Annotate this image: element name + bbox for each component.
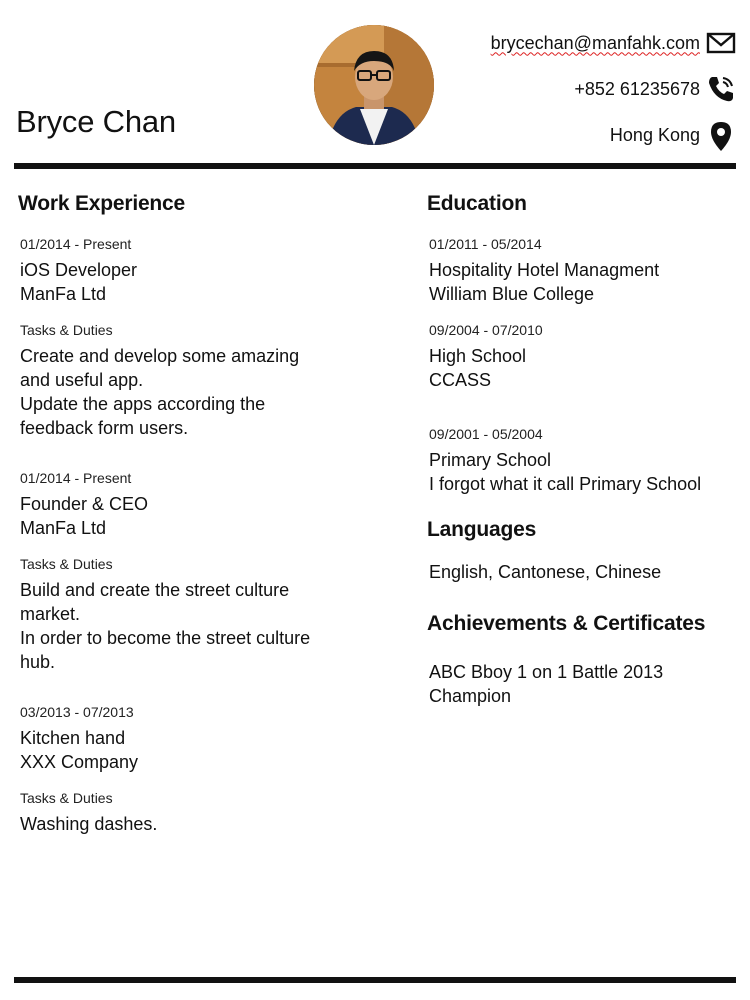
email-text[interactable]: brycechan@manfahk.com	[490, 32, 700, 53]
duty-line: feedback form users.	[20, 418, 189, 438]
duty-line: hub.	[20, 652, 56, 672]
duty-line: Update the apps according the	[20, 394, 266, 414]
duty-line: Washing dashes.	[20, 814, 158, 834]
job-company: ManFa Ltd	[20, 284, 107, 304]
right-column	[427, 192, 747, 708]
contact-phone[interactable]	[574, 74, 736, 104]
job-dates: 01/2014 - Present	[20, 470, 132, 486]
job-entry	[18, 236, 388, 440]
job-entry	[18, 704, 388, 836]
duty-line: Create and develop some amazing	[20, 346, 300, 366]
map-pin-icon	[706, 120, 736, 150]
footer-divider	[14, 977, 736, 983]
contact-email[interactable]	[491, 28, 736, 58]
duty-line: Build and create the street culture	[20, 580, 290, 600]
education-dates: 01/2011 - 05/2014	[429, 236, 542, 252]
duty-line: and useful app.	[20, 370, 144, 390]
languages-heading: Languages	[427, 518, 537, 541]
education-entry	[427, 322, 747, 392]
resume-name: Bryce Chan	[16, 104, 176, 139]
phone-text[interactable]: +852 61235678	[574, 78, 700, 99]
job-title: iOS Developer	[20, 260, 138, 280]
profile-photo	[314, 25, 434, 145]
job-dates: 01/2014 - Present	[20, 236, 132, 252]
education-dates: 09/2004 - 07/2010	[429, 322, 543, 338]
achievements-heading: Achievements & Certificates	[427, 612, 706, 635]
tasks-label: Tasks & Duties	[20, 790, 113, 806]
job-company: ManFa Ltd	[20, 518, 107, 538]
education-school: I forgot what it call Primary School	[429, 474, 702, 494]
education-dates: 09/2001 - 05/2004	[429, 426, 543, 442]
duty-line: In order to become the street culture	[20, 628, 311, 648]
education-entry	[427, 236, 747, 306]
tasks-label: Tasks & Duties	[20, 556, 113, 572]
job-entry	[18, 470, 388, 674]
tasks-label: Tasks & Duties	[20, 322, 113, 338]
duty-line: market.	[20, 604, 81, 624]
envelope-icon	[706, 28, 736, 58]
education-school: William Blue College	[429, 284, 595, 304]
achievement-line: Champion	[429, 686, 512, 706]
job-company: XXX Company	[20, 752, 139, 772]
education-school: CCASS	[429, 370, 492, 390]
education-title: Hospitality Hotel Managment	[429, 260, 660, 280]
job-dates: 03/2013 - 07/2013	[20, 704, 134, 720]
education-entry	[427, 426, 747, 496]
education-heading: Education	[427, 192, 527, 215]
job-title: Kitchen hand	[20, 728, 126, 748]
achievement-line: ABC Bboy 1 on 1 Battle 2013	[429, 662, 664, 682]
education-title: High School	[429, 346, 527, 366]
education-title: Primary School	[429, 450, 552, 470]
contact-location	[610, 120, 736, 150]
work-experience-heading: Work Experience	[18, 192, 186, 215]
work-experience-section	[18, 192, 388, 854]
header-divider	[14, 163, 736, 169]
location-text: Hong Kong	[609, 124, 700, 145]
phone-icon	[706, 74, 736, 104]
languages-text: English, Cantonese, Chinese	[429, 562, 662, 582]
job-title: Founder & CEO	[20, 494, 149, 514]
